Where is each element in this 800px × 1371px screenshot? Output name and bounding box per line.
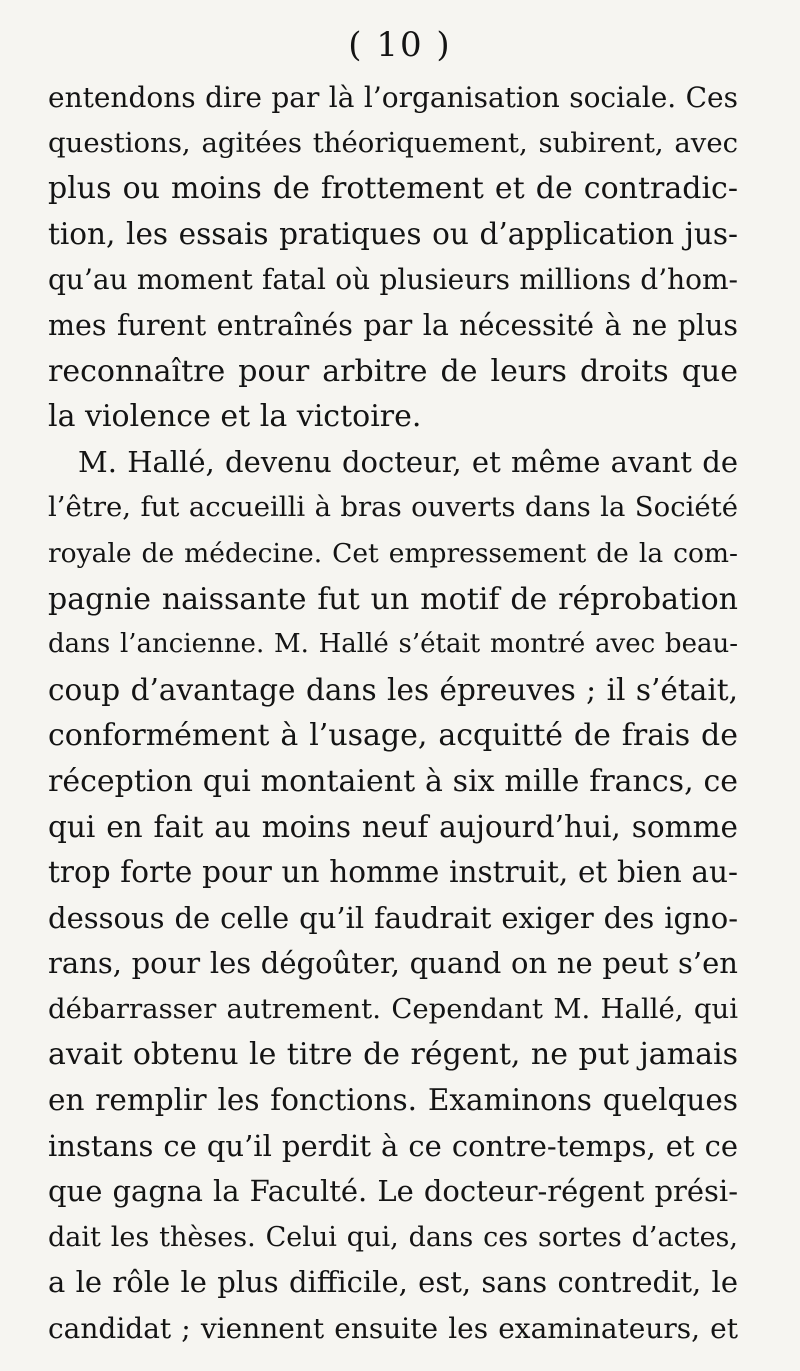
text-line: qu’au moment fatal où plusieurs millions d’hom- — [48, 263, 738, 297]
text-line: en remplir les fonctions. Examinons quelques — [48, 1083, 738, 1118]
text-line: M. Hallé, devenu docteur, et même avant de — [78, 444, 738, 479]
text-line: candidat ; viennent ensuite les examinateurs, et — [48, 1312, 738, 1346]
paragraph-2 — [48, 440, 738, 1352]
text-line: que gagna la Faculté. Le docteur-régent prési- — [48, 1174, 738, 1209]
text-line: dessous de celle qu’il faudrait exiger des igno- — [48, 900, 738, 935]
text-line: mes furent entraînés par la nécessité à ne plus — [48, 308, 738, 342]
text-line: entendons dire par là l’organisation sociale. Ces — [48, 81, 738, 114]
text-line: tion, les essais pratiques ou d’application jus- — [48, 216, 738, 251]
text-line: débarrasser autrement. Cependant M. Hallé, qui — [48, 992, 738, 1025]
text-line: dait les thèses. Celui qui, dans ces sortes d’actes, — [48, 1221, 738, 1253]
text-line: qui en fait au moins neuf aujourd’hui, somme — [48, 809, 738, 844]
text-line: pagnie naissante fut un motif de réprobation — [48, 581, 738, 617]
text-line: l’être, fut accueilli à bras ouverts dans la Société — [48, 491, 738, 524]
text-line: conformément à l’usage, acquitté de frais de — [48, 718, 738, 754]
text-line: plus ou moins de frottement et de contradic- — [48, 171, 738, 207]
text-line: coup d’avantage dans les épreuves ; il s’était, — [48, 672, 738, 707]
text-line: a le rôle le plus difficile, est, sans contredit, le — [48, 1265, 738, 1300]
text-line: rans, pour les dégoûter, quand on ne peut s’en — [48, 946, 738, 981]
text-line: questions, agitées théoriquement, subirent, avec — [48, 126, 738, 159]
paragraph-1 — [48, 75, 738, 440]
text-line: instans ce qu’il perdit à ce contre-temps, et ce — [48, 1128, 738, 1163]
text-line: trop forte pour un homme instruit, et bien au- — [48, 855, 738, 890]
text-line: royale de médecine. Cet empressement de la com- — [48, 537, 738, 569]
text-line: reconnaître pour arbitre de leurs droits que — [48, 353, 738, 389]
text-line: avait obtenu le titre de régent, ne put jamais — [48, 1037, 738, 1073]
text-line: la violence et la victoire. — [48, 399, 422, 435]
text-line: réception qui montaient à six mille francs, ce — [48, 763, 738, 799]
body-text — [48, 75, 738, 1352]
text-line: dans l’ancienne. M. Hallé s’était montré avec beau- — [48, 629, 738, 660]
page-number: ( 10 ) — [348, 25, 452, 65]
